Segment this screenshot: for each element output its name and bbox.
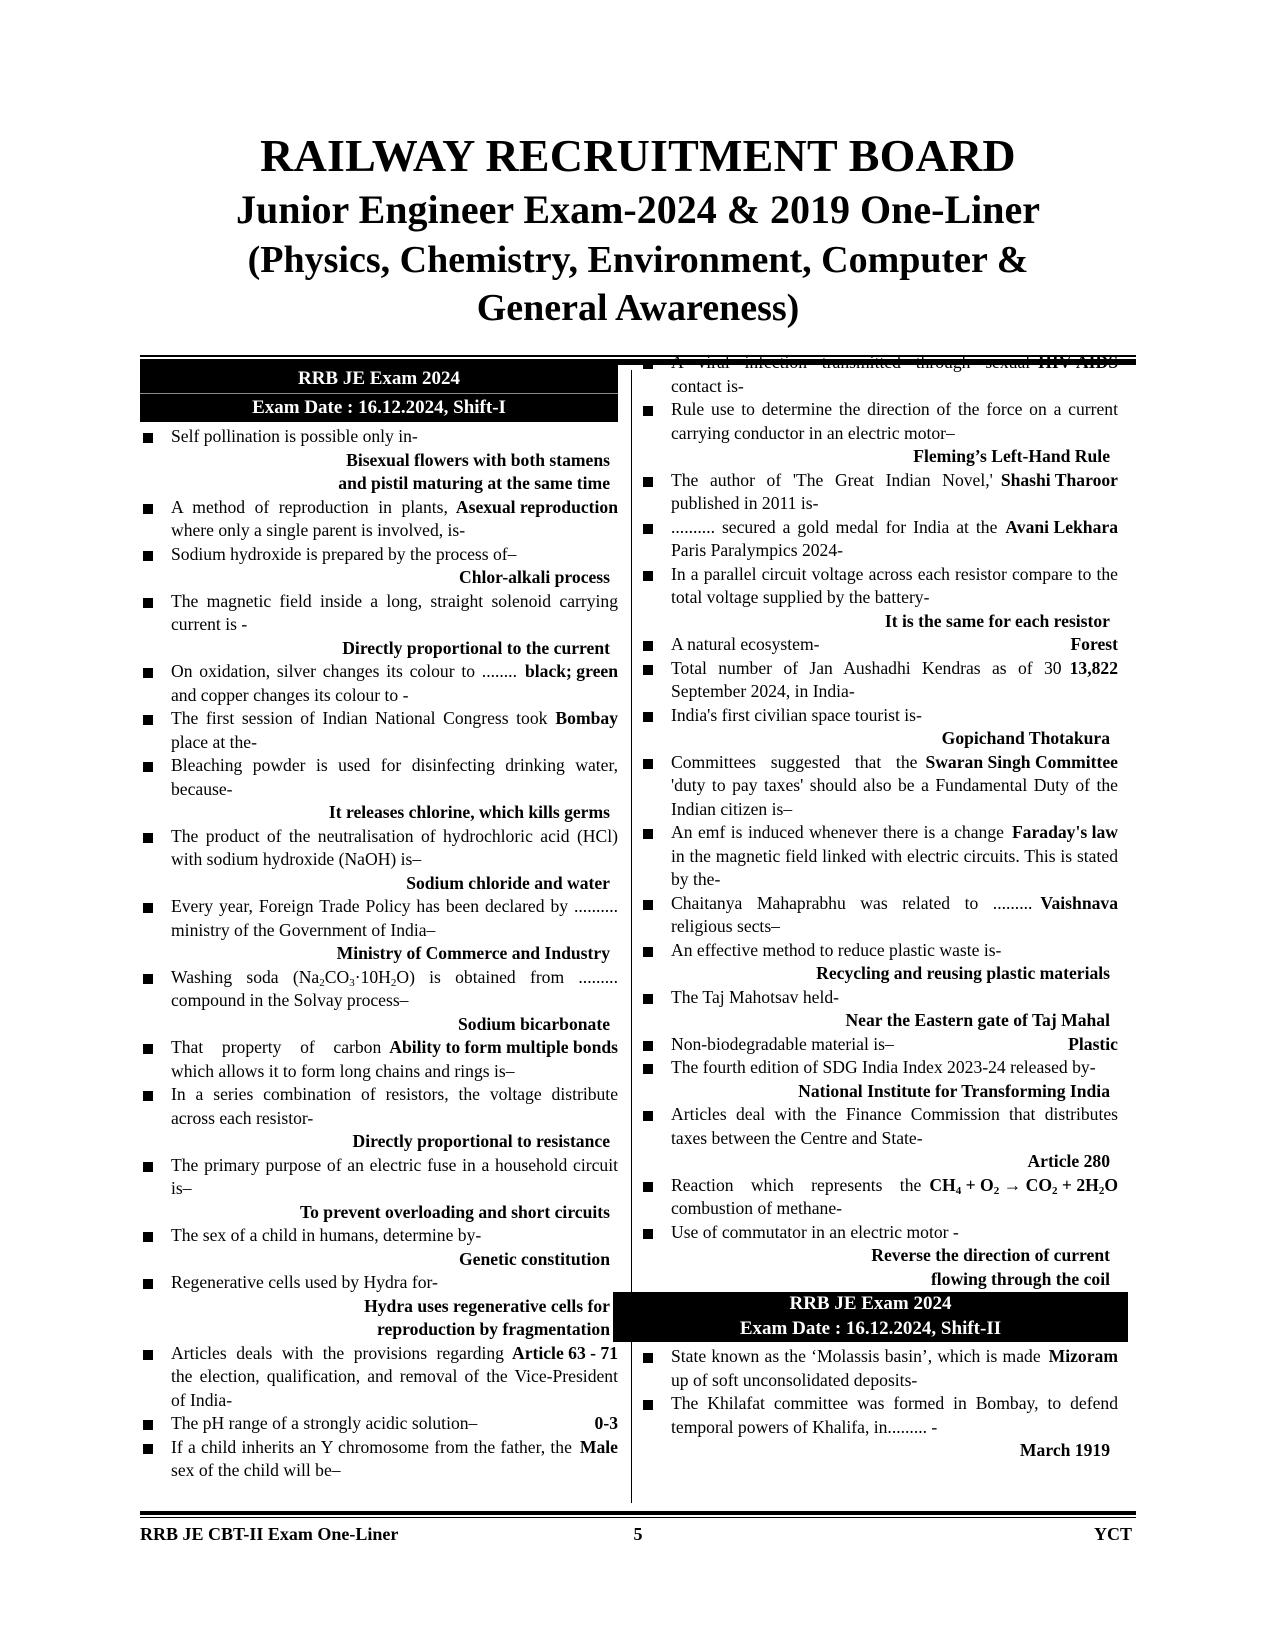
square-bullet-icon — [643, 477, 653, 487]
formula-subscript: 3 — [349, 976, 355, 989]
list-item — [640, 1392, 1118, 1463]
formula-fragment: CH — [929, 1174, 956, 1195]
answer-text: Directly proportional to resistance — [352, 1131, 610, 1151]
list-item — [140, 496, 618, 543]
question-text: Use of commutator in an electric motor - — [671, 1221, 959, 1242]
answer-text: reproduction by fragmentation — [377, 1319, 610, 1339]
answer-text: Near the Eastern gate of Taj Mahal — [845, 1010, 1110, 1030]
answer-text: March 1919 — [1019, 1440, 1110, 1460]
list-item — [640, 657, 1118, 704]
square-bullet-icon — [643, 759, 653, 769]
answer-text: It releases chlorine, which kills germs — [328, 802, 610, 822]
square-bullet-icon — [143, 1044, 153, 1054]
footer-rule-thick — [140, 1511, 1136, 1515]
question-text: Regenerative cells used by Hydra for- — [171, 1272, 438, 1292]
question-text: Rule use to determine the direction of the force on a current carrying conductor in an electric motor– — [671, 399, 1118, 443]
formula-fragment: → CO — [999, 1174, 1052, 1195]
question-text: Every year, Foreign Trade Policy has been declared by .......... ministry of the Government of India– — [171, 896, 618, 940]
answer-text: To prevent overloading and short circuits — [299, 1201, 610, 1222]
list-item — [140, 660, 618, 707]
list-item — [140, 966, 618, 1037]
page-number: 5 — [633, 1524, 643, 1544]
list-item — [640, 1221, 1118, 1292]
formula-subscript: 2 — [319, 976, 325, 989]
question-text: Bleaching powder is used for disinfecting drinking water, because- — [171, 755, 618, 799]
question-fragment: ·10H — [354, 966, 391, 987]
list-item — [140, 707, 618, 754]
square-bullet-icon — [143, 433, 153, 443]
square-bullet-icon — [643, 1400, 653, 1410]
answer-text: HIV-AIDS — [1038, 352, 1118, 372]
list-item — [140, 1083, 618, 1154]
section-date: Exam Date : 16.12.2024, Shift-I — [252, 397, 506, 418]
square-bullet-icon — [143, 1091, 153, 1101]
footer-book-title: RRB JE CBT-II Exam One-Liner — [140, 1524, 399, 1544]
subjects-line-2: General Awareness) — [476, 287, 800, 329]
list-item — [140, 1271, 618, 1342]
answer-text: Ability to form multiple bonds — [389, 1037, 618, 1057]
question-fragment: Washing soda (Na — [171, 966, 320, 987]
footer-rule-thin — [140, 1517, 1136, 1518]
square-bullet-icon — [643, 1111, 653, 1121]
question-text: The magnetic field inside a long, straight solenoid carrying current is - — [171, 590, 618, 634]
square-bullet-icon — [143, 903, 153, 913]
square-bullet-icon — [143, 974, 153, 984]
square-bullet-icon — [643, 1182, 653, 1192]
question-text: Total number of Jan Aushadhi Kendras as of 30 September 2024, in India- — [671, 657, 1062, 701]
question-text: The sex of a child in humans, determine by- — [171, 1225, 482, 1245]
answer-text: Article 280 — [1027, 1151, 1110, 1171]
answer-formula — [929, 1174, 1118, 1198]
list-item — [640, 939, 1118, 986]
list-item — [640, 1033, 1118, 1057]
page-subtitle: Junior Engineer Exam-2024 & 2019 One-Liner — [235, 187, 1041, 232]
list-item — [140, 425, 618, 496]
square-bullet-icon — [143, 1444, 153, 1454]
right-column — [640, 351, 1118, 1463]
list-item — [640, 398, 1118, 469]
question-text: The Khilafat committee was formed in Bombay, to defend temporal powers of Khalifa, in......... - — [671, 1393, 1118, 1437]
section-date: Exam Date : 16.12.2024, Shift-II — [739, 1318, 1002, 1339]
square-bullet-icon — [143, 715, 153, 725]
list-item — [140, 1342, 618, 1413]
right-item-list — [640, 351, 1118, 1291]
answer-text: Faraday's law — [1011, 822, 1118, 842]
question-text: Articles deals with the provisions regarding the election, qualification, and removal of the Vice-President of India- — [171, 1342, 618, 1410]
square-bullet-icon — [643, 665, 653, 675]
formula-subscript: 2 — [1098, 1184, 1105, 1197]
question-text: In a series combination of resistors, the voltage distribute across each resistor- — [171, 1084, 618, 1128]
answer-text: Hydra uses regenerative cells for — [364, 1295, 610, 1316]
answer-text: Gopichand Thotakura — [941, 728, 1110, 748]
question-text: India's first civilian space tourist is- — [671, 704, 922, 725]
answer-text: Fleming’s Left-Hand Rule — [913, 446, 1110, 466]
square-bullet-icon — [143, 1279, 153, 1289]
square-bullet-icon — [643, 829, 653, 839]
left-column — [140, 368, 618, 1483]
question-text: If a child inherits an Y chromosome from the father, the sex of the child will be– — [171, 1436, 572, 1480]
list-item — [140, 825, 618, 896]
question-text: State known as the ‘Molassis basin’, which is made up of soft unconsolidated deposits- — [671, 1346, 1041, 1390]
question-fragment: CO — [324, 966, 350, 987]
question-text: The Taj Mahotsav held- — [671, 986, 839, 1007]
formula-fragment: O — [1104, 1174, 1118, 1195]
question-text: Self pollination is possible only in- — [171, 426, 418, 446]
square-bullet-icon — [143, 762, 153, 772]
shift2-item-list — [640, 1345, 1118, 1463]
question-text: The author of 'The Great Indian Novel,' published in 2011 is- — [671, 469, 993, 513]
list-item — [140, 1224, 618, 1271]
list-item — [640, 1174, 1118, 1221]
question-text: Chaitanya Mahaprabhu was related to ......... religious sects– — [671, 892, 1033, 936]
square-bullet-icon — [643, 1353, 653, 1363]
question-text: A natural ecosystem- — [671, 634, 820, 654]
square-bullet-icon — [643, 359, 653, 369]
square-bullet-icon — [143, 551, 153, 561]
answer-text: Sodium bicarbonate — [457, 1013, 610, 1034]
answer-text: Reverse the direction of current — [871, 1245, 1110, 1265]
answer-text: Sodium chloride and water — [406, 872, 610, 893]
question-text: Articles deal with the Finance Commission that distributes taxes between the Centre and State- — [671, 1104, 1118, 1148]
question-text: A viral infection transmitted through sexual contact is- — [671, 352, 1031, 396]
list-item — [640, 892, 1118, 939]
formula-subscript: 2 — [1052, 1184, 1058, 1197]
answer-text: National Institute for Transforming India — [798, 1080, 1110, 1101]
question-text: On oxidation, silver changes its colour to ........ and copper changes its colour to - — [171, 661, 517, 705]
answer-text: Mizoram — [1048, 1346, 1118, 1366]
question-text: An effective method to reduce plastic waste is- — [671, 939, 1002, 960]
answer-text: Ministry of Commerce and Industry — [336, 943, 610, 963]
question-text: Non-biodegradable material is– — [671, 1033, 894, 1054]
question-text: The first session of Indian National Congress took place at the- — [171, 708, 548, 752]
list-item — [140, 543, 618, 590]
list-item — [640, 563, 1118, 634]
answer-text: black; green — [524, 661, 618, 681]
subjects-line-1: (Physics, Chemistry, Environment, Computer & — [247, 239, 1029, 281]
page-title: RAILWAY RECRUITMENT BOARD — [260, 130, 1016, 181]
question-text: Sodium hydroxide is prepared by the process of– — [171, 543, 517, 564]
list-item — [140, 590, 618, 661]
answer-text: and pistil maturing at the same time — [338, 473, 610, 493]
section-banner-shift1 — [140, 365, 618, 422]
section-title: RRB JE Exam 2024 — [789, 1293, 952, 1314]
square-bullet-icon — [643, 947, 653, 957]
list-item — [640, 704, 1118, 751]
question-fragment: O) is obtained from ......... compound in the Solvay process– — [171, 966, 618, 1010]
square-bullet-icon — [143, 1350, 153, 1360]
question-text: That property of carbon which allows it to form long chains and rings is– — [171, 1037, 515, 1081]
page-header — [140, 128, 1136, 332]
left-item-list — [140, 425, 618, 1483]
square-bullet-icon — [643, 571, 653, 581]
formula-fragment: + 2H — [1057, 1174, 1099, 1195]
list-item — [640, 821, 1118, 892]
list-item — [640, 1056, 1118, 1103]
answer-text: Swaran Singh Committee — [925, 751, 1118, 772]
question-text — [171, 967, 618, 1011]
list-item — [140, 895, 618, 966]
square-bullet-icon — [643, 524, 653, 534]
list-item — [640, 1345, 1118, 1392]
list-item — [140, 1036, 618, 1083]
square-bullet-icon — [143, 833, 153, 843]
question-text: Reaction which represents the combustion of methane- — [671, 1174, 922, 1218]
square-bullet-icon — [143, 504, 153, 514]
publisher-name: YCT — [1093, 1524, 1132, 1544]
formula-subscript: 4 — [955, 1184, 962, 1197]
list-item — [640, 986, 1118, 1033]
square-bullet-icon — [143, 1162, 153, 1172]
square-bullet-icon — [643, 1064, 653, 1074]
list-item — [640, 751, 1118, 822]
answer-text: flowing through the coil — [930, 1268, 1110, 1289]
question-text: .......... secured a gold medal for India at the Paris Paralympics 2024- — [671, 516, 998, 560]
section-title: RRB JE Exam 2024 — [297, 368, 461, 389]
answer-text: Vaishnava — [1040, 892, 1118, 913]
section-banner-shift2 — [613, 1292, 1128, 1342]
list-item — [140, 1154, 618, 1225]
answer-text: Bombay — [555, 708, 618, 728]
answer-text: Forest — [1070, 634, 1118, 654]
formula-fragment: + O — [961, 1174, 994, 1195]
question-text: The primary purpose of an electric fuse in a household circuit is– — [171, 1154, 618, 1198]
question-text: The product of the neutralisation of hydrochloric acid (HCl) with sodium hydroxide (NaOH) is– — [171, 825, 618, 869]
answer-text: Genetic constitution — [459, 1248, 610, 1269]
answer-text: Article 63 - 71 — [511, 1342, 618, 1363]
question-text: The pH range of a strongly acidic solution– — [171, 1413, 478, 1433]
formula-subscript: 2 — [390, 976, 397, 989]
answer-text: Bisexual flowers with both stamens — [346, 449, 610, 470]
square-bullet-icon — [643, 641, 653, 651]
answer-text: Directly proportional to the current — [342, 637, 610, 658]
list-item — [140, 1412, 618, 1436]
answer-text: 13,822 — [1069, 657, 1118, 678]
square-bullet-icon — [643, 1041, 653, 1051]
answer-text: Recycling and reusing plastic materials — [816, 963, 1110, 983]
question-text: In a parallel circuit voltage across each resistor compare to the total voltage supplied by the battery- — [671, 563, 1118, 607]
list-item — [640, 633, 1118, 657]
question-text: Committees suggested that the 'duty to pay taxes' should also be a Fundamental Duty of the Indian citizen is– — [671, 751, 1118, 819]
answer-text: 0-3 — [594, 1413, 618, 1433]
question-text: An emf is induced whenever there is a change in the magnetic field linked with electric circuits. This is stated by the- — [671, 822, 1118, 889]
square-bullet-icon — [643, 1229, 653, 1239]
square-bullet-icon — [143, 598, 153, 608]
formula-subscript: 2 — [993, 1184, 1000, 1197]
list-item — [640, 351, 1118, 398]
page-footer — [140, 1521, 1136, 1547]
list-item — [640, 516, 1118, 563]
answer-text: Avani Lekhara — [1005, 516, 1118, 537]
list-item — [640, 469, 1118, 516]
square-bullet-icon — [643, 900, 653, 910]
square-bullet-icon — [143, 1420, 153, 1430]
list-item — [140, 754, 618, 825]
square-bullet-icon — [643, 994, 653, 1004]
answer-text: Male — [579, 1436, 618, 1457]
square-bullet-icon — [143, 668, 153, 678]
question-text: A method of reproduction in plants, where only a single parent is involved, is- — [171, 496, 466, 540]
square-bullet-icon — [643, 406, 653, 416]
answer-text: It is the same for each resistor — [884, 610, 1110, 631]
question-text: The fourth edition of SDG India Index 2023-24 released by- — [671, 1057, 1096, 1077]
list-item — [140, 1436, 618, 1483]
answer-text: Chlor-alkali process — [458, 567, 610, 587]
square-bullet-icon — [143, 1232, 153, 1242]
answer-text: Asexual reproduction — [455, 496, 618, 517]
answer-text: Plastic — [1068, 1033, 1118, 1054]
square-bullet-icon — [643, 712, 653, 722]
list-item — [640, 1103, 1118, 1174]
answer-text: Shashi Tharoor — [1000, 469, 1118, 490]
